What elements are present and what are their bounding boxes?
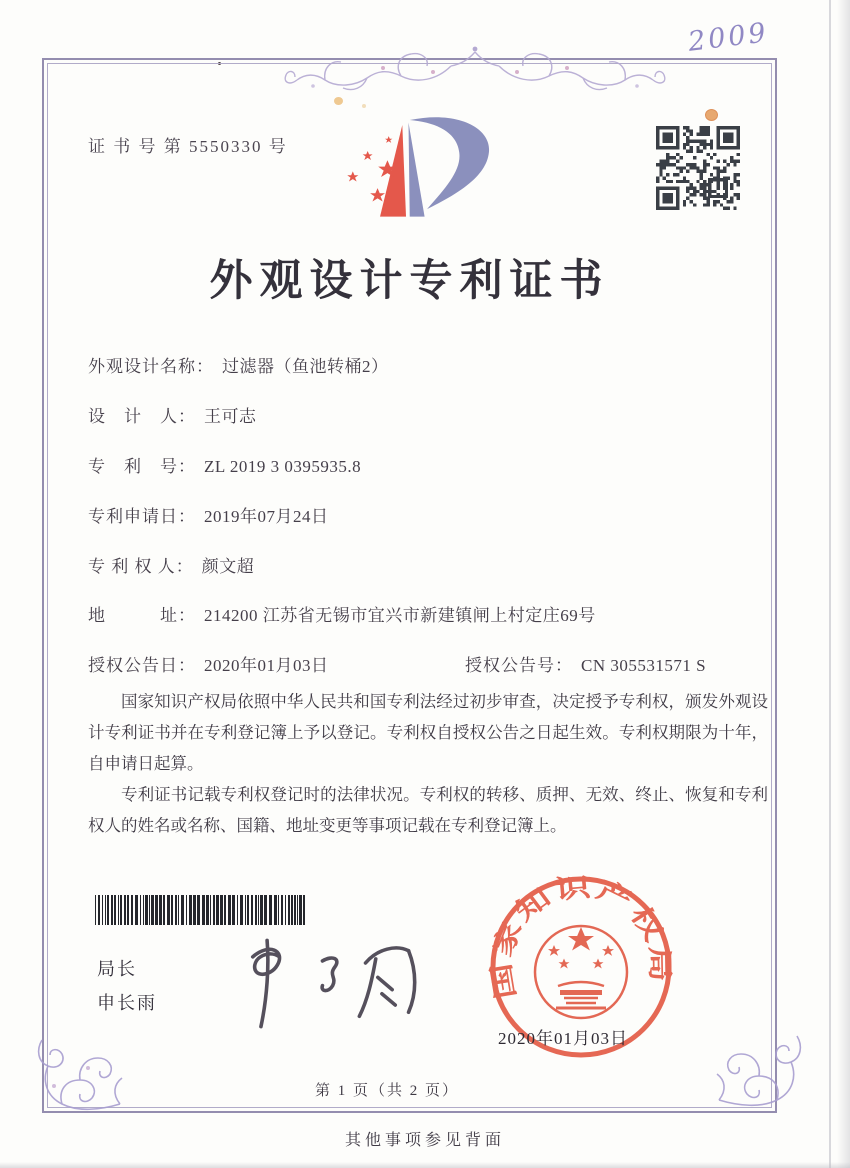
field-value: 颜文超 bbox=[201, 557, 255, 576]
border-ornament-bottom-right bbox=[712, 1030, 807, 1115]
qr-code bbox=[656, 126, 740, 210]
field-label: 授权公告号： bbox=[465, 656, 573, 675]
border-ornament-bottom-left bbox=[32, 1034, 127, 1119]
field-value: 王可志 bbox=[204, 407, 257, 426]
field-value: ZL 2019 3 0395935.8 bbox=[204, 457, 362, 476]
field-value: 2019年07月24日 bbox=[204, 507, 329, 526]
scan-edge-line bbox=[829, 0, 831, 1168]
seal-date: 2020年01月03日 bbox=[498, 1029, 628, 1048]
director-title: 局长 bbox=[97, 959, 137, 979]
director-signature bbox=[222, 933, 427, 1033]
field-row-design-name bbox=[88, 352, 778, 378]
body-paragraph-2: 专利证书记载专利权登记时的法律状况。专利权的转移、质押、无效、终止、恢复和专利权人的姓名或名称、国籍、地址变更等事项记载在专利登记簿上。 bbox=[88, 785, 768, 835]
ornament-apex bbox=[473, 47, 478, 52]
field-label: 专 利 号： bbox=[88, 457, 196, 476]
national-emblem bbox=[535, 926, 627, 1018]
field-label: 专 利 权 人： bbox=[88, 557, 194, 576]
page-indicator: 第 1 页（共 2 页） bbox=[314, 1083, 459, 1099]
field-label: 授权公告日： bbox=[88, 656, 196, 675]
field-row-address bbox=[88, 601, 778, 627]
scan-artifact-dot-2 bbox=[362, 104, 366, 108]
field-label: 地 址： bbox=[88, 606, 196, 625]
page-title: 外观设计专利证书 bbox=[209, 258, 610, 305]
field-pair-grant-number bbox=[465, 651, 706, 676]
logo-blue-cone bbox=[408, 123, 424, 217]
field-row-patent-number bbox=[88, 452, 778, 478]
field-label: 专利申请日： bbox=[88, 507, 196, 526]
logo-p-bowl bbox=[410, 117, 489, 209]
certificate-number: 证 书 号 第 5550330 号 bbox=[88, 137, 288, 156]
scan-artifact-speck bbox=[218, 62, 221, 65]
handwritten-note: 2009 bbox=[686, 17, 771, 58]
cnipa-logo bbox=[333, 112, 531, 237]
director-name: 申长雨 bbox=[97, 993, 157, 1013]
field-value: 过滤器（鱼池转桶2） bbox=[222, 357, 389, 376]
field-label: 设 计 人： bbox=[88, 407, 196, 426]
barcode bbox=[95, 895, 313, 925]
field-row-filing-date bbox=[88, 502, 778, 528]
scan-bottom-shadow bbox=[0, 1162, 850, 1168]
field-row-patentee bbox=[88, 552, 778, 578]
field-value: CN 305531571 S bbox=[581, 656, 707, 675]
field-value: 214200 江苏省无锡市宜兴市新建镇闸上村定庄69号 bbox=[204, 606, 596, 625]
legal-body bbox=[88, 686, 768, 841]
seal-ring-text: 国家知识产权局 bbox=[488, 874, 674, 1002]
body-paragraph-1: 国家知识产权局依照中华人民共和国专利法经过初步审查，决定授予专利权，颁发外观设计专利证书并在专利登记簿上予以登记。专利权自授权公告之日起生效。专利权期限为十年，自申请日起算。 bbox=[88, 692, 768, 773]
scan-artifact-dot-1 bbox=[334, 97, 343, 105]
border-ornament-top bbox=[275, 36, 675, 98]
back-note: 其他事项参见背面 bbox=[344, 1132, 505, 1149]
field-label: 外观设计名称： bbox=[88, 357, 214, 376]
scan-artifact-dot-3 bbox=[705, 109, 718, 121]
field-row-grant-date bbox=[88, 651, 778, 677]
field-value: 2020年01月03日 bbox=[204, 656, 329, 675]
scan-edge-shadow bbox=[837, 0, 850, 1168]
field-row-designer bbox=[88, 402, 778, 428]
